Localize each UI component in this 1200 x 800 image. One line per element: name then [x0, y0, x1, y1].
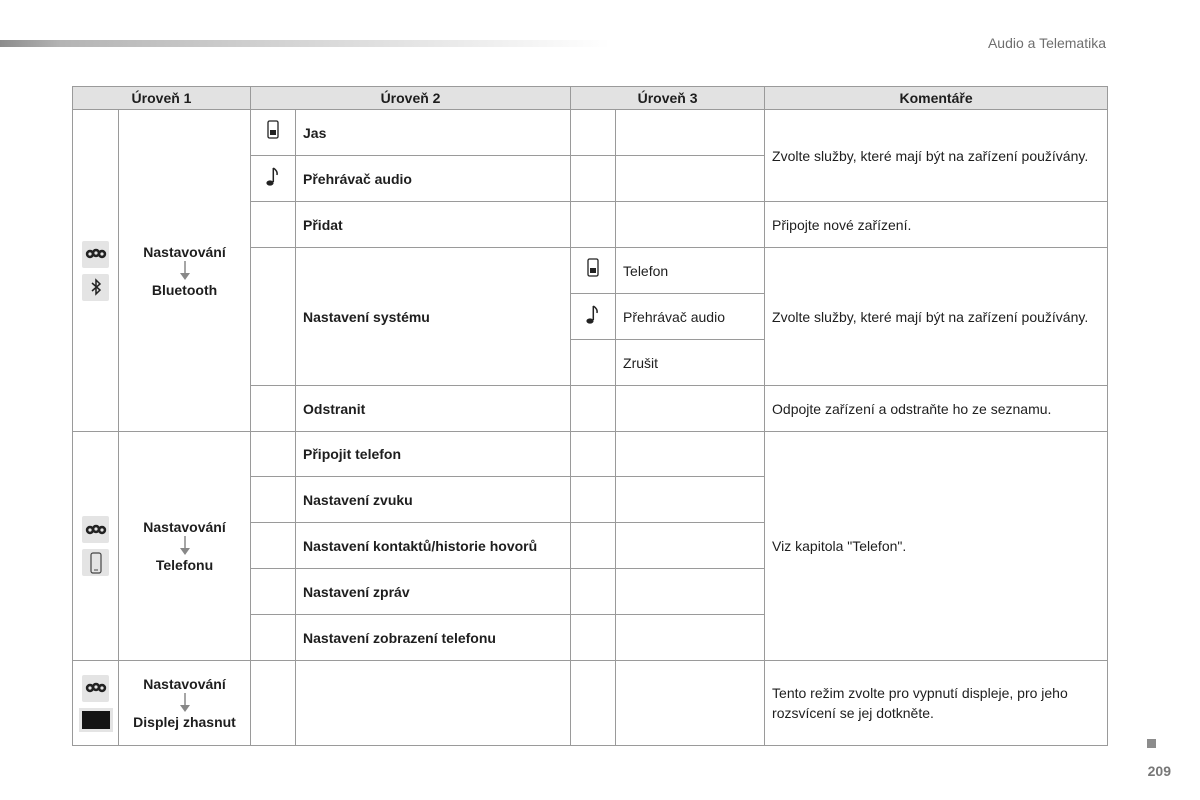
- level2-icon-cell: [251, 110, 296, 156]
- level2-icon-cell: [251, 615, 296, 661]
- level2-icon-cell: [251, 661, 296, 746]
- level1-icons-cell: [73, 432, 119, 661]
- level2-label: Nastavení zvuku: [296, 477, 571, 523]
- comment-cell: Zvolte služby, které mají být na zařízení používány.: [765, 248, 1108, 386]
- comment-cell: Zvolte služby, které mají být na zařízení používány.: [765, 110, 1108, 202]
- section-title: Audio a Telematika: [987, 35, 1106, 51]
- table-header-row: [73, 87, 1108, 110]
- level1-label-top: Nastavování: [143, 676, 226, 692]
- column-header-level3: Úroveň 3: [571, 87, 765, 110]
- level3-label-cell: [616, 615, 765, 661]
- level1-icons-cell: [73, 110, 119, 432]
- level2-icon-cell: [251, 432, 296, 477]
- comment-cell: Připojte nové zařízení.: [765, 202, 1108, 248]
- level2-icon-cell: [251, 248, 296, 386]
- table-row: [73, 432, 1108, 477]
- level3-icon-cell: [571, 523, 616, 569]
- level1-label-top: Nastavování: [143, 519, 226, 535]
- level2-label: Nastavení systému: [296, 248, 571, 386]
- level2-icon-cell: [251, 386, 296, 432]
- level3-icon-cell: [571, 294, 616, 340]
- level1-label-cell: [119, 432, 251, 661]
- column-header-level2: Úroveň 2: [251, 87, 571, 110]
- gears-icon: [82, 516, 109, 543]
- page-corner-mark: [1147, 739, 1156, 748]
- level2-icon-cell: [251, 523, 296, 569]
- music-note-icon: [258, 162, 288, 192]
- level3-icon-cell: [571, 110, 616, 156]
- level3-label-cell: [616, 661, 765, 746]
- arrow-down-icon: [119, 692, 250, 714]
- level2-label: Nastavení zpráv: [296, 569, 571, 615]
- level3-label-cell: [616, 110, 765, 156]
- comment-cell: Viz kapitola "Telefon".: [765, 432, 1108, 661]
- level1-label-cell: [119, 661, 251, 746]
- level2-label: Jas: [296, 110, 571, 156]
- comment-cell: Odpojte zařízení a odstraňte ho ze seznamu.: [765, 386, 1108, 432]
- arrow-down-icon: [119, 535, 250, 557]
- comment-cell: Tento režim zvolte pro vypnutí displeje, pro jeho rozsvícení se jej dotkněte.: [765, 661, 1108, 746]
- level3-label-cell: [616, 386, 765, 432]
- level3-icon-cell: [571, 156, 616, 202]
- level3-label-cell: [616, 156, 765, 202]
- level3-icon-cell: [571, 569, 616, 615]
- level3-label-cell: [616, 202, 765, 248]
- column-header-comments: Komentáře: [765, 87, 1108, 110]
- gears-icon: [82, 241, 109, 268]
- level3-label: Zrušit: [616, 340, 765, 386]
- arrow-down-icon: [119, 260, 250, 282]
- level1-label-bottom: Displej zhasnut: [133, 714, 236, 730]
- level3-icon-cell: [571, 386, 616, 432]
- table-row: [73, 110, 1108, 156]
- level3-label-cell: [616, 523, 765, 569]
- level3-icon-cell: [571, 202, 616, 248]
- music-note-icon: [578, 300, 608, 330]
- level2-label: Přidat: [296, 202, 571, 248]
- level3-label-cell: [616, 477, 765, 523]
- level3-icon-cell: [571, 661, 616, 746]
- level2-label: Připojit telefon: [296, 432, 571, 477]
- level2-label: Nastavení zobrazení telefonu: [296, 615, 571, 661]
- level1-label-cell: [119, 110, 251, 432]
- level3-label-cell: [616, 432, 765, 477]
- level1-label-top: Nastavování: [143, 243, 226, 260]
- level2-label: Nastavení kontaktů/historie hovorů: [296, 523, 571, 569]
- level3-icon-cell: [571, 615, 616, 661]
- level2-label: Odstranit: [296, 386, 571, 432]
- smartphone-icon: [82, 549, 109, 576]
- level3-label: Telefon: [616, 248, 765, 294]
- phone-icon: [578, 254, 608, 284]
- page-number: 209: [1147, 763, 1171, 779]
- level2-icon-cell: [251, 477, 296, 523]
- column-header-level1: Úroveň 1: [73, 87, 251, 110]
- level2-icon-cell: [251, 156, 296, 202]
- level3-icon-cell: [571, 340, 616, 386]
- settings-menu-table: [72, 86, 1108, 746]
- level3-icon-cell: [571, 248, 616, 294]
- level3-icon-cell: [571, 477, 616, 523]
- level1-label-bottom: Telefonu: [155, 557, 214, 573]
- level2-icon-cell: [251, 202, 296, 248]
- table-row: [73, 661, 1108, 746]
- phone-icon: [258, 116, 288, 146]
- screen-off-icon: [79, 708, 113, 732]
- bluetooth-icon: [82, 274, 109, 301]
- level2-label-cell: [296, 661, 571, 746]
- level2-label: Přehrávač audio: [296, 156, 571, 202]
- level3-label-cell: [616, 569, 765, 615]
- level3-icon-cell: [571, 432, 616, 477]
- level1-label-bottom: Bluetooth: [151, 281, 218, 298]
- header-gradient-bar: [0, 40, 610, 47]
- level1-icons-cell: [73, 661, 119, 746]
- level2-icon-cell: [251, 569, 296, 615]
- gears-icon: [82, 675, 109, 702]
- level3-label: Přehrávač audio: [616, 294, 765, 340]
